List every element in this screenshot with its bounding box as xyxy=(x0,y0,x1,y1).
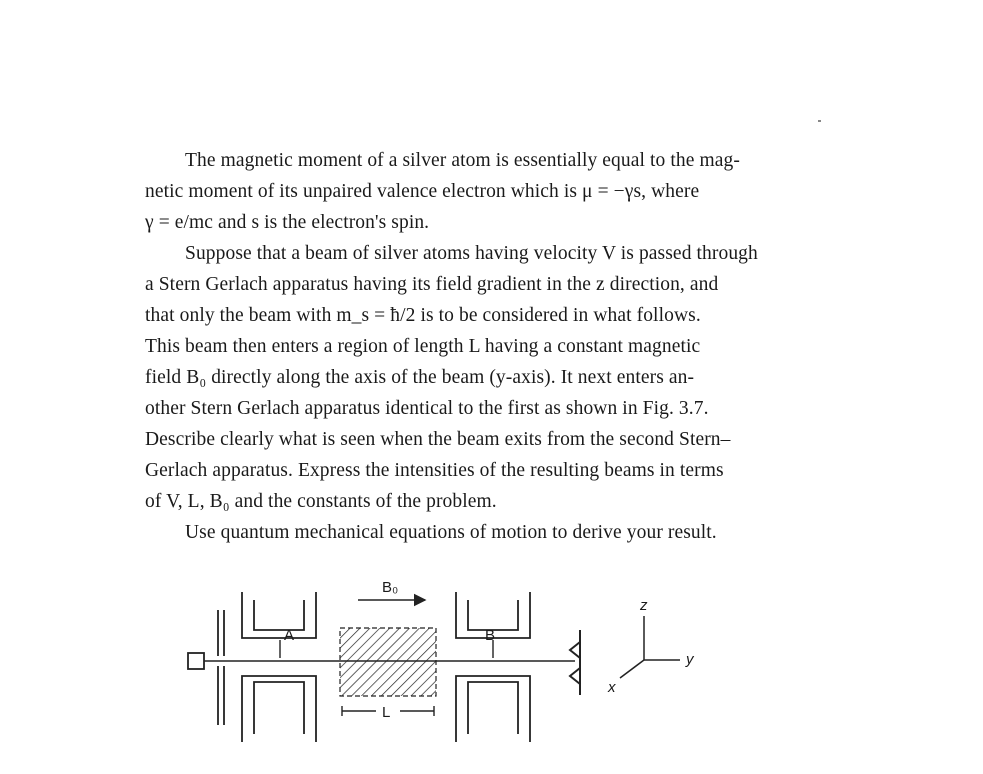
text-line: a Stern Gerlach apparatus having its field gradient in the z direction, and xyxy=(145,274,719,295)
axis-y-label: y xyxy=(686,651,694,668)
text-line: of V, L, B₀ and the constants of the problem. xyxy=(145,491,497,512)
problem-text xyxy=(145,145,931,548)
length-label: L xyxy=(382,704,391,721)
text-line: This beam then enters a region of length L having a constant magnetic xyxy=(145,336,701,357)
detector-screen xyxy=(570,630,580,695)
axis-x-label: x xyxy=(608,679,616,696)
paragraph-2 xyxy=(145,238,931,517)
text-line: Gerlach apparatus. Express the intensities of the resulting beams in terms xyxy=(145,460,724,481)
axis-z-label: z xyxy=(640,597,648,614)
source-box xyxy=(188,653,204,669)
text-line: The magnetic moment of a silver atom is essentially equal to the mag- xyxy=(185,150,740,171)
text-line: netic moment of its unpaired valence electron which is μ = −γs, where xyxy=(145,181,700,202)
text-line: Describe clearly what is seen when the beam exits from the second Stern– xyxy=(145,429,731,450)
field-region xyxy=(340,628,436,696)
coordinate-axes xyxy=(620,616,680,678)
text-line: γ = e/mc and s is the electron's spin. xyxy=(145,212,430,233)
collimator-slit xyxy=(218,610,224,725)
text-line: field B₀ directly along the axis of the beam (y-axis). It next enters an- xyxy=(145,367,695,388)
field-label: B₀ xyxy=(382,579,399,596)
paragraph-3 xyxy=(145,517,931,548)
apparatus-a-magnet xyxy=(242,592,316,742)
text-line: other Stern Gerlach apparatus identical to the first as shown in Fig. 3.7. xyxy=(145,398,709,419)
apparatus-b-label: B xyxy=(485,627,496,644)
apparatus-a-label: A xyxy=(284,627,295,644)
apparatus-b-magnet xyxy=(456,592,530,742)
text-line: that only the beam with m_s = ħ/2 is to be considered in what follows. xyxy=(145,305,701,326)
text-line: Use quantum mechanical equations of motion to derive your result. xyxy=(185,522,717,543)
stray-dot xyxy=(818,120,821,122)
text-line: Suppose that a beam of silver atoms having velocity V is passed through xyxy=(185,243,758,264)
stern-gerlach-figure xyxy=(180,570,720,750)
paragraph-1 xyxy=(145,145,931,238)
